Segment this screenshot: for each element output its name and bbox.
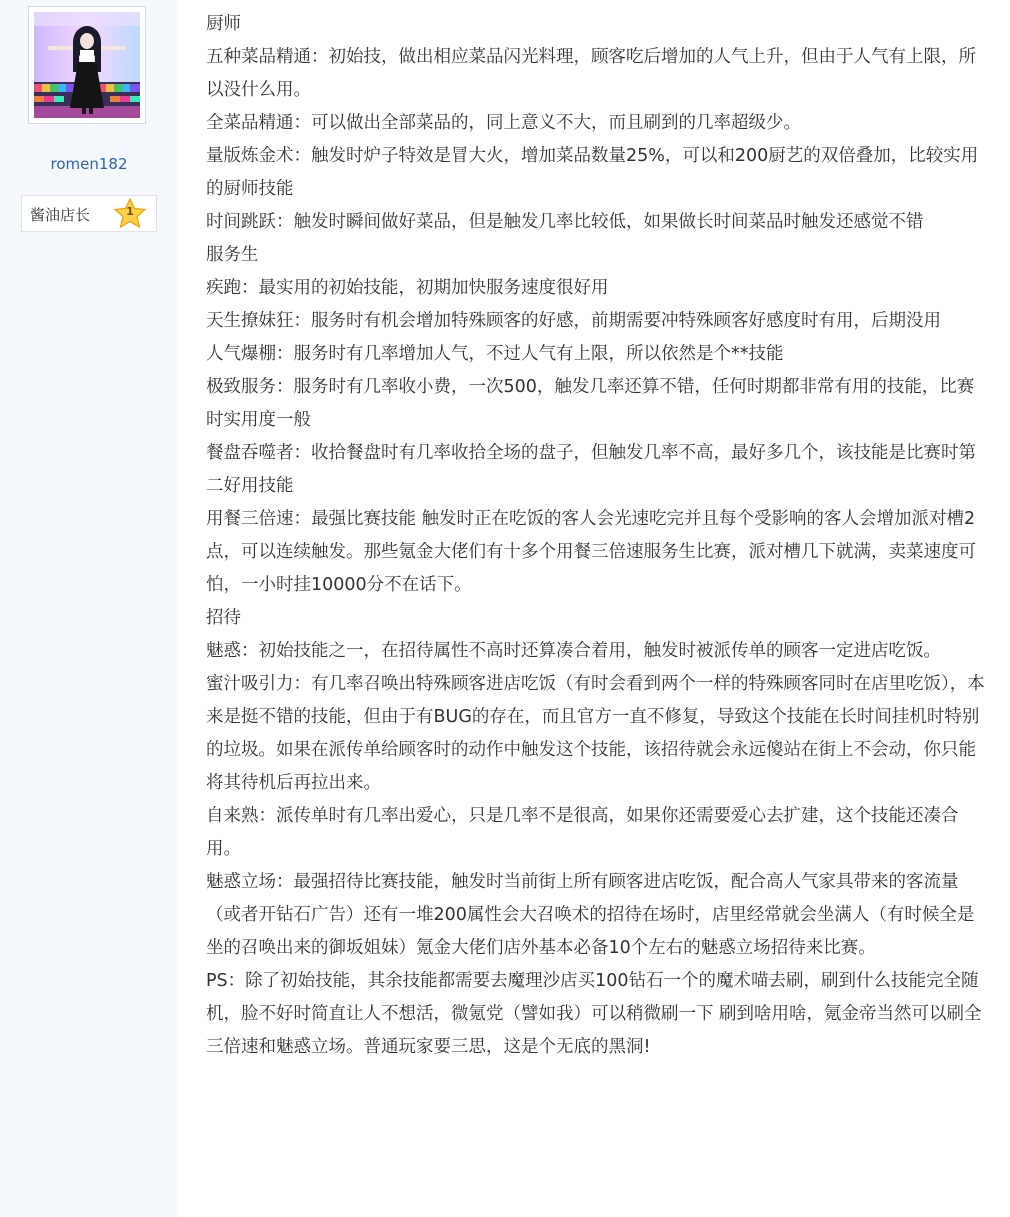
post-line: 极致服务：服务时有几率收小费，一次500，触发几率还算不错，任何时期都非常有用的技能，比赛时实用度一般: [206, 377, 975, 430]
post-line: 量版炼金术：触发时炉子特效是冒大火，增加菜品数量25%，可以和200厨艺的双倍叠加，比较实用的厨师技能: [206, 146, 979, 199]
post-content: [206, 8, 990, 1064]
post-line: 招待: [206, 608, 241, 628]
post-line: 五种菜品精通：初始技，做出相应菜品闪光料理，顾客吃后增加的人气上升，但由于人气有上限，所以没什么用。: [206, 47, 976, 100]
rank-badge: [21, 195, 157, 232]
post-line: 魅惑：初始技能之一，在招待属性不高时还算凑合着用，触发时被派传单的顾客一定进店吃饭。: [206, 641, 941, 661]
post-line: PS：除了初始技能，其余技能都需要去魔理沙店买100钻石一个的魔术喵去刷，刷到什么技能完全随机，脸不好时简直让人不想活，微氪党（譬如我）可以稍微刷一下 刷到啥用啥，氪金帝当然可以刷全三倍速和魅惑立场。普通玩家要三思，这是个无底的黑洞!: [206, 971, 982, 1057]
post-line: 厨师: [206, 14, 241, 34]
avatar[interactable]: [28, 6, 146, 124]
avatar-image-icon: [34, 12, 140, 118]
post-line: 魅惑立场：最强招待比赛技能，触发时当前街上所有顾客进店吃饭，配合高人气家具带来的客流量（或者开钻石广告）还有一堆200属性会大召唤术的招待在场时，店里经常就会坐满人（有时候全是坐的召唤出来的御坂姐妹）氪金大佬们店外基本必备10个左右的魅惑立场招待来比赛。: [206, 872, 975, 958]
post-line: 疾跑：最实用的初始技能，初期加快服务速度很好用: [206, 278, 609, 298]
post-line: 餐盘吞噬者：收拾餐盘时有几率收拾全场的盘子，但触发几率不高，最好多几个，该技能是比赛时第二好用技能: [206, 443, 976, 496]
post-line: 全菜品精通：可以做出全部菜品的，同上意义不大，而且刷到的几率超级少。: [206, 113, 801, 133]
post-line: 用餐三倍速：最强比赛技能 触发时正在吃饭的客人会光速吃完并且每个受影响的客人会增加派对槽2点，可以连续触发。那些氪金大佬们有十多个用餐三倍速服务生比赛，派对槽几下就满，卖菜速度可怕，一小时挂10000分不在话下。: [206, 509, 976, 595]
post-line: 天生撩妹狂：服务时有机会增加特殊顾客的好感，前期需要冲特殊顾客好感度时有用，后期没用: [206, 311, 941, 331]
author-sidebar: [0, 0, 178, 1217]
username-link[interactable]: romen182: [50, 155, 128, 173]
post-line: 人气爆棚：服务时有几率增加人气，不过人气有上限，所以依然是个**技能: [206, 344, 784, 364]
post-line: 蜜汁吸引力：有几率召唤出特殊顾客进店吃饭（有时会看到两个一样的特殊顾客同时在店里吃饭），本来是挺不错的技能，但由于有BUG的存在，而且官方一直不修复，导致这个技能在长时间挂机时特别的垃圾。如果在派传单给顾客时的动作中触发这个技能，该招待就会永远傻站在街上不会动，你只能将其待机后再拉出来。: [206, 674, 985, 793]
post-line: 自来熟：派传单时有几率出爱心，只是几率不是很高，如果你还需要爱心去扩建，这个技能还凑合用。: [206, 806, 959, 859]
rank-level: 1: [126, 205, 134, 218]
rank-label: 酱油店长: [30, 206, 91, 224]
post-line: 时间跳跃：触发时瞬间做好菜品，但是触发几率比较低，如果做长时间菜品时触发还感觉不错: [206, 212, 924, 232]
post-line: 服务生: [206, 245, 259, 265]
